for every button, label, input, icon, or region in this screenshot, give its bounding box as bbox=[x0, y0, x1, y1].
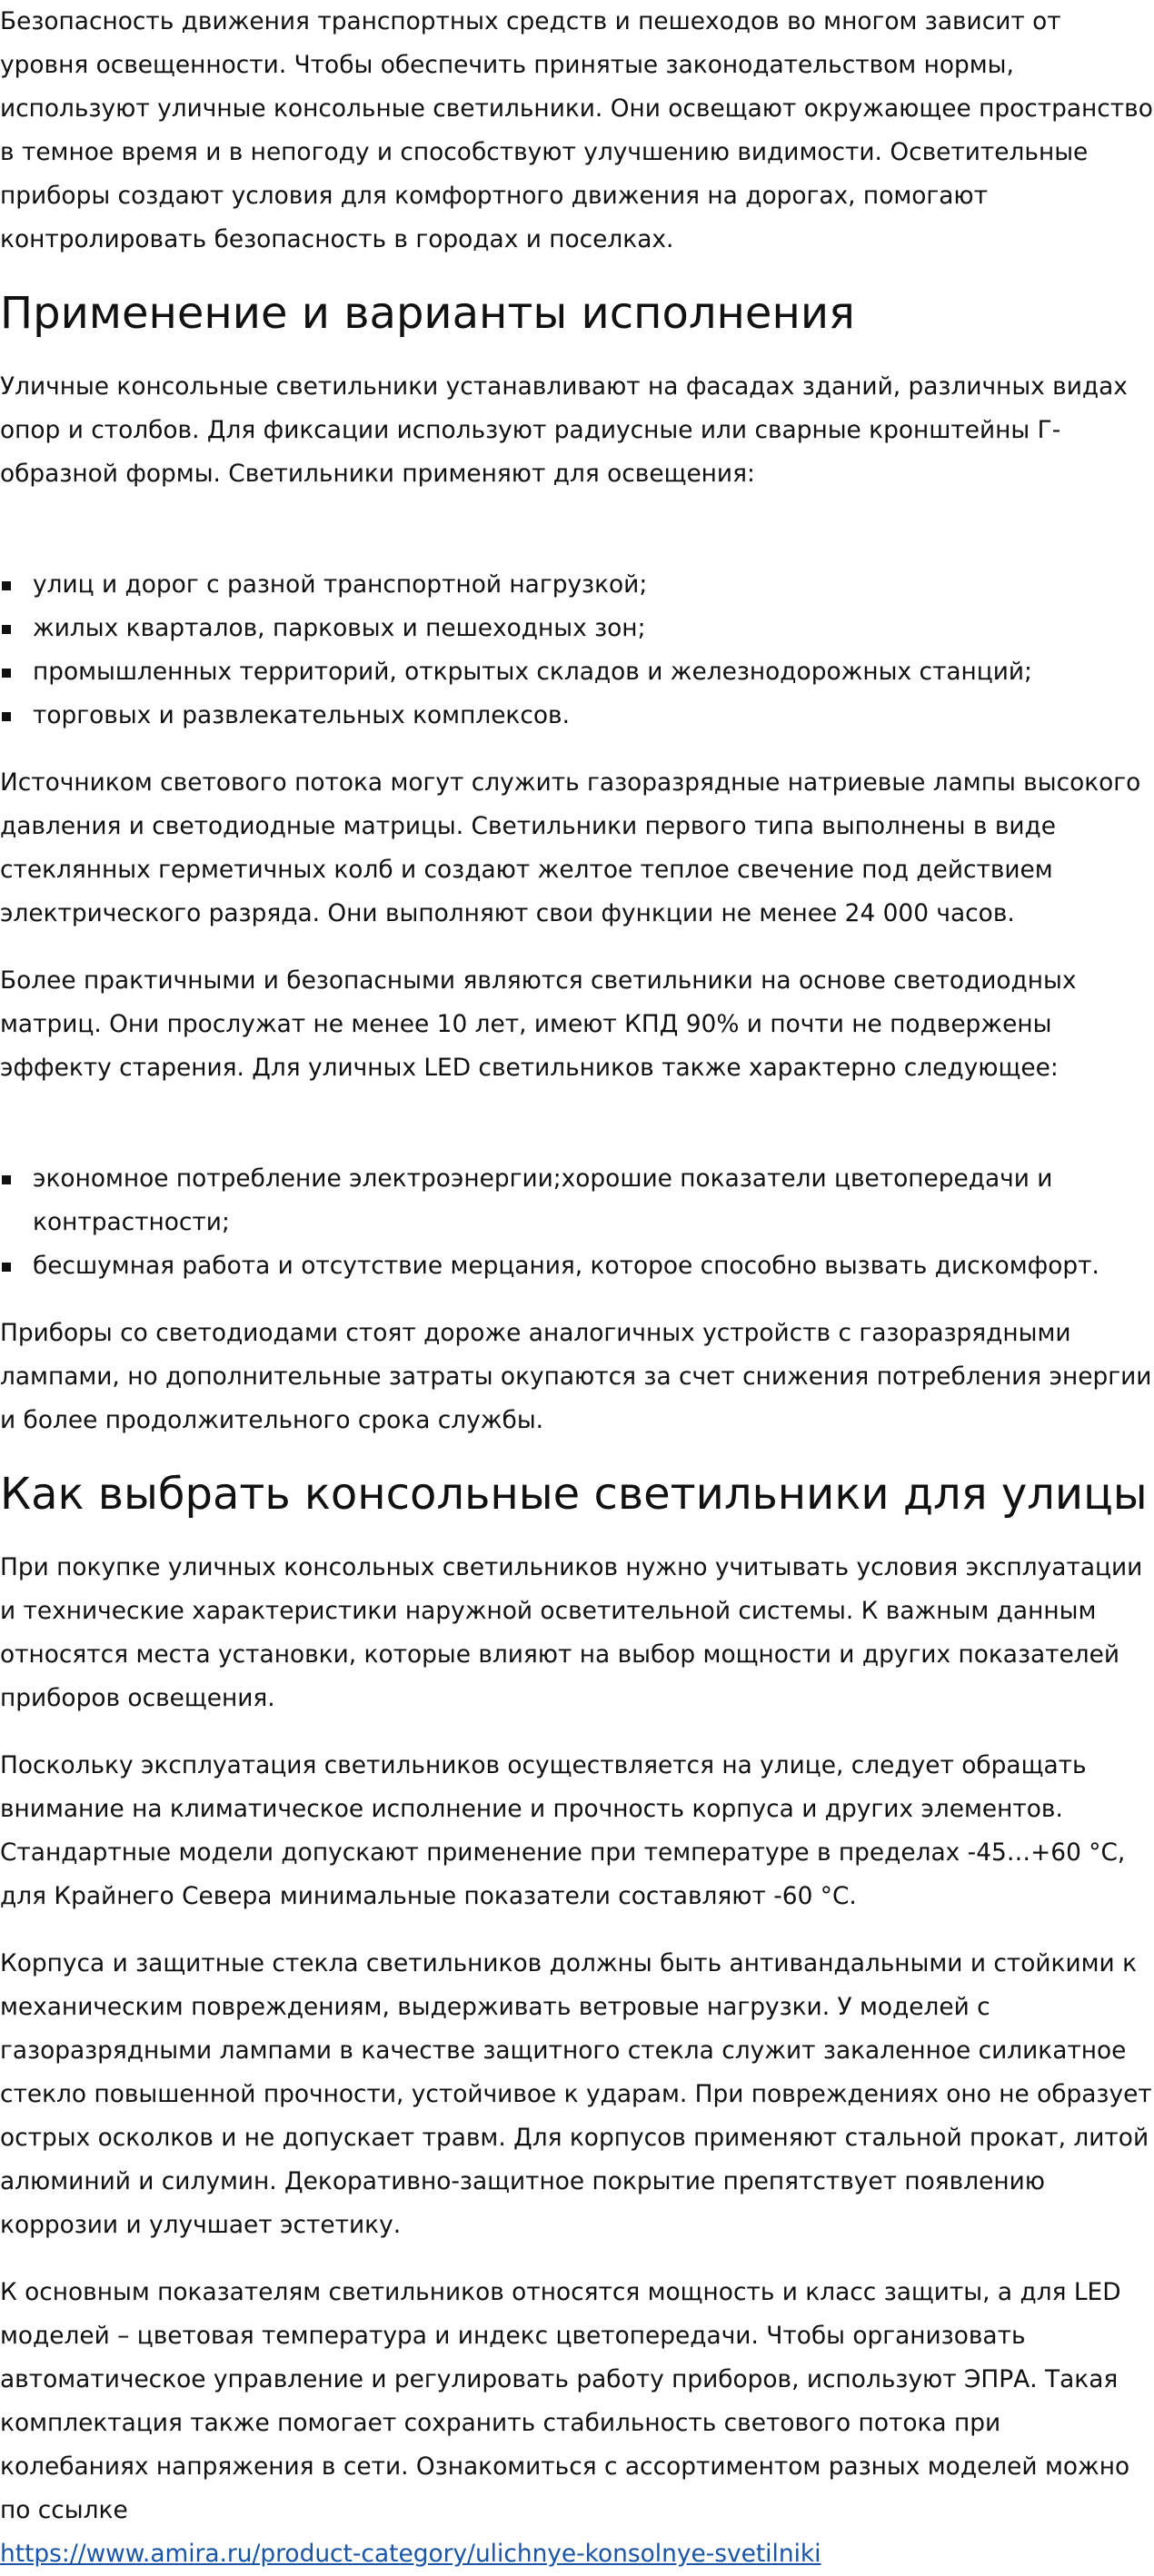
catalog-link[interactable]: https://www.amira.ru/product-category/ulichnye-konsolnye-svetilniki bbox=[0, 2540, 821, 2568]
list-item-text: экономное потребление электроэнергии;хорошие показатели цветопередачи и контрастности; bbox=[33, 1164, 1053, 1236]
bullet-icon bbox=[2, 712, 11, 721]
bullet-icon bbox=[2, 1175, 11, 1184]
bullet-icon bbox=[2, 581, 11, 590]
bullet-icon bbox=[2, 625, 11, 634]
climate-paragraph: Поскольку эксплуатация светильников осуществляется на улице, следует обращать внимание на климатическое исполнение и прочность корпуса и других элементов. Стандартные модели допускают применение при температуре в пределах -45…+60 °C, для Крайнего Севера минимальные показатели составляют -60 °C. bbox=[0, 1751, 1126, 1910]
list-item bbox=[0, 694, 1154, 738]
list-item-text: промышленных территорий, открытых складов и железнодорожных станций; bbox=[33, 658, 1032, 686]
list-item bbox=[0, 607, 1154, 650]
list-item bbox=[0, 1157, 1154, 1244]
list-item-text: бесшумная работа и отсутствие мерцания, которое способно вызвать дискомфорт. bbox=[33, 1252, 1099, 1280]
list-item bbox=[0, 1244, 1154, 1288]
bullet-icon bbox=[2, 669, 11, 678]
light-source-paragraph: Источником светового потока могут служить газоразрядные натриевые лампы высокого давления и светодиодные матрицы. Светильники первого типа выполнены в виде стеклянных герметичных колб и создают желтое теплое свечение под действием электрического разряда. Они выполняют свои функции не менее 24 000 часов. bbox=[0, 768, 1141, 927]
application-list bbox=[0, 520, 1154, 738]
list-item-text: улиц и дорог с разной транспортной нагрузкой; bbox=[33, 570, 648, 599]
section-heading-application: Применение и варианты исполнения bbox=[0, 288, 855, 339]
intro-paragraph: Безопасность движения транспортных средств и пешеходов во многом зависит от уровня освещенности. Чтобы обеспечить принятые законодательством нормы, используют уличные консольные светильники. Они освещают окружающее пространство в темное время и в непогоду и способствуют улучшению видимости. Осветительные приборы создают условия для комфортного движения на дорогах, помогают контролировать безопасность в городах и поселках. bbox=[0, 7, 1153, 253]
led-paragraph: Более практичными и безопасными являются светильники на основе светодиодных матриц. Они прослужат не менее 10 лет, имеют КПД 90% и почти не подвержены эффекту старения. Для уличных LED светильников также характерно следующее: bbox=[0, 966, 1077, 1082]
housing-paragraph: Корпуса и защитные стекла светильников должны быть антивандальными и стойкими к механическим повреждениям, выдерживать ветровые нагрузки. У моделей с газоразрядными лампами в качестве защитного стекла служит закаленное силикатное стекло повышенной прочности, устойчивое к ударам. При повреждениях оно не образует острых осколков и не допускает травм. Для корпусов применяют стальной прокат, литой алюминий и силумин. Декоративно-защитное покрытие препятствует появлению коррозии и улучшает эстетику. bbox=[0, 1949, 1152, 2239]
list-item-text: торговых и развлекательных комплексов. bbox=[33, 701, 570, 729]
specs-text: К основным показателям светильников относятся мощность и класс защиты, а для LED моделей – цветовая температура и индекс цветопередачи. Чтобы организовать автоматическое управление и регулировать работу приборов, используют ЭПРА. Такая комплектация также помогает сохранить стабильность светового потока при колебаниях напряжения в сети. Ознакомиться с ассортиментом разных моделей можно по ссылке bbox=[0, 2278, 1130, 2524]
specs-paragraph bbox=[0, 2271, 1154, 2576]
application-paragraph: Уличные консольные светильники устанавливают на фасадах зданий, различных видах опор и столбов. Для фиксации используют радиусные или сварные кронштейны Г-образной формы. Светильники применяют для освещения: bbox=[0, 372, 1128, 488]
led-features-list bbox=[0, 1114, 1154, 1288]
purchase-paragraph: При покупке уличных консольных светильников нужно учитывать условия эксплуатации и технические характеристики наружной осветительной системы. К важным данным относятся места установки, которые влияют на выбор мощности и других показателей приборов освещения. bbox=[0, 1553, 1143, 1712]
bullet-icon bbox=[2, 1263, 11, 1272]
section-heading-choose: Как выбрать консольные светильники для улицы bbox=[0, 1469, 1148, 1520]
list-item bbox=[0, 563, 1154, 607]
cost-paragraph: Приборы со светодиодами стоят дороже аналогичных устройств с газоразрядными лампами, но дополнительные затраты окупаются за счет снижения потребления энергии и более продолжительного срока службы. bbox=[0, 1319, 1152, 1434]
list-item bbox=[0, 650, 1154, 694]
list-item-text: жилых кварталов, парковых и пешеходных зон; bbox=[33, 614, 646, 642]
